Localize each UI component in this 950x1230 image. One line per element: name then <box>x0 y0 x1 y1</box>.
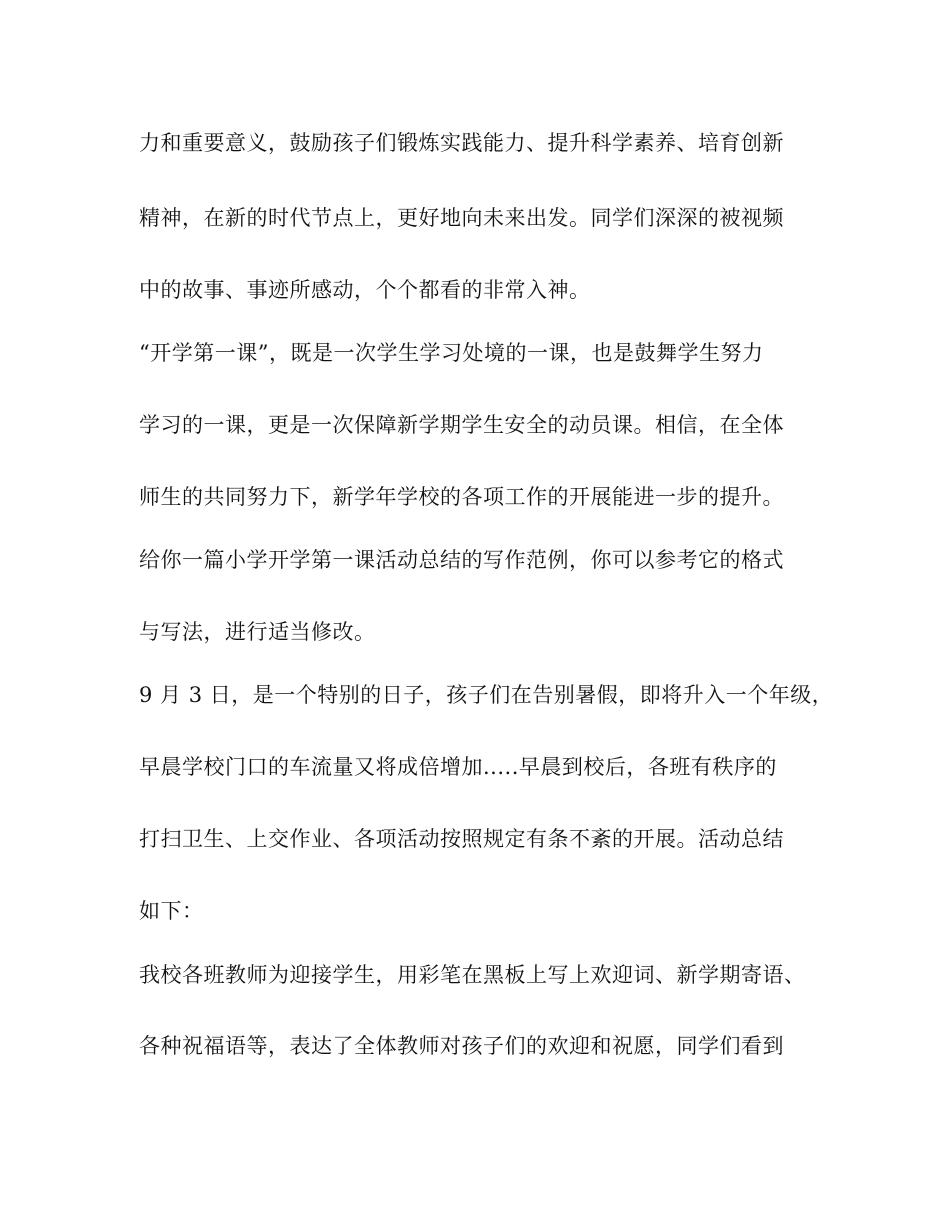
text-line: 早晨学校门口的车流量又将成倍增加.....早晨到校后，各班有秩序的 <box>139 755 777 779</box>
text-line: 我校各班教师为迎接学生，用彩笔在黑板上写上欢迎词、新学期寄语、 <box>139 963 806 987</box>
text-line: 各种祝福语等，表达了全体教师对孩子们的欢迎和祝愿，同学们看到 <box>139 1034 784 1058</box>
text-line: 给你一篇小学开学第一课活动总结的写作范例，你可以参考它的格式 <box>139 548 784 572</box>
text-line: 师生的共同努力下，新学年学校的各项工作的开展能进一步的提升。 <box>139 485 784 509</box>
text-line: 中的故事、事迹所感动，个个都看的非常入神。 <box>139 278 591 302</box>
text-line: 如下： <box>139 899 204 923</box>
text-line: 打扫卫生、上交作业、各项活动按照规定有条不紊的开展。活动总结 <box>139 827 784 851</box>
text-line: 学习的一课，更是一次保障新学期学生安全的动员课。相信，在全体 <box>139 413 784 437</box>
text-line: 力和重要意义，鼓励孩子们锻炼实践能力、提升科学素养、培育创新 <box>139 131 784 155</box>
text-line: 9 月 3 日，是一个特别的日子，孩子们在告别暑假，即将升入一个年级， <box>139 683 834 707</box>
text-line: 与写法，进行适当修改。 <box>139 620 376 644</box>
text-line: “开学第一课”，既是一次学生学习处境的一课，也是鼓舞学生努力 <box>139 341 764 365</box>
text-line: 精神，在新的时代节点上，更好地向未来出发。同学们深深的被视频 <box>139 206 784 230</box>
